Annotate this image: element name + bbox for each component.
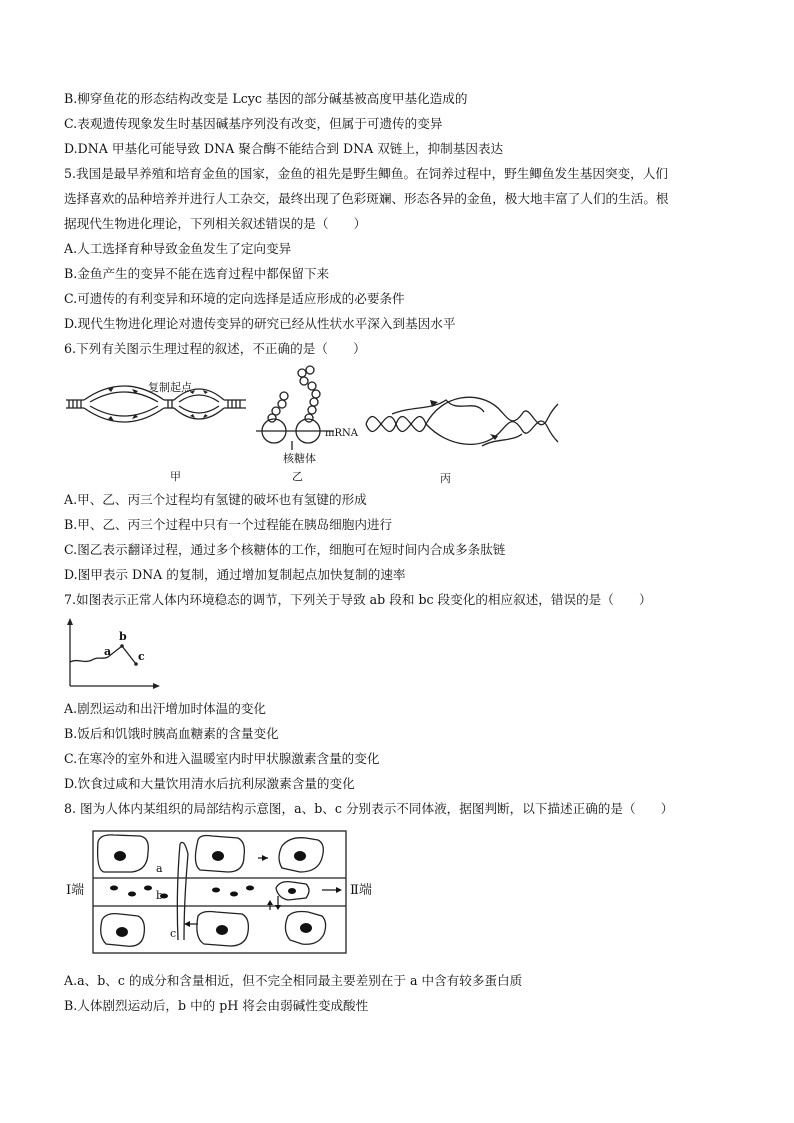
q5-stem-line-2: 选择喜欢的品种培养并进行人工杂交，最终出现了色彩斑斓、形态各异的金鱼，极大地丰富了人们的生活。根	[64, 191, 669, 206]
q7-option-d: D.饮食过咸和大量饮用清水后抗利尿激素含量的变化	[64, 776, 355, 791]
label-yi: 乙	[292, 470, 303, 483]
q7-option-a: A.剧烈运动和出汗增加时体温的变化	[64, 701, 267, 716]
q6-stem: 6.下列有关图示生理过程的叙述，不正确的是（ ）	[64, 341, 366, 356]
q5-option-a: A.人工选择育种导致金鱼发生了定向变异	[64, 241, 292, 256]
q4-option-d: D.DNA 甲基化可能导致 DNA 聚合酶不能结合到 DNA 双链上，抑制基因表达	[64, 141, 504, 156]
tissue-structure-diagram	[92, 830, 348, 955]
q5-stem-line-1: 5.我国是最早养殖和培育金鱼的国家，金鱼的祖先是野生鲫鱼。在饲养过程中，野生鲫鱼发生基因突变，人们	[64, 166, 668, 181]
label-replication-origin: 复制起点	[148, 381, 192, 394]
q7-stem: 7.如图表示正常人体内环境稳态的调节，下列关于导致 ab 段和 bc 段变化的相应叙述，错误的是（ ）	[64, 592, 652, 607]
q7-option-c: C.在寒冷的室外和进入温暖室内时甲状腺激素含量的变化	[64, 751, 380, 766]
q6-option-d: D.图甲表示 DNA 的复制，通过增加复制起点加快复制的速率	[64, 567, 406, 582]
q4-option-b: B.柳穿鱼花的形态结构改变是 Lcyc 基因的部分碱基被高度甲基化造成的	[64, 91, 468, 106]
label-fluid-c: c	[170, 927, 177, 940]
translation-diagram-yi	[256, 366, 356, 456]
q8-option-b: B.人体剧烈运动后，b 中的 pH 将会由弱碱性变成酸性	[64, 998, 369, 1013]
q6-option-c: C.图乙表示翻译过程，通过多个核糖体的工作，细胞可在短时间内合成多条肽链	[64, 542, 506, 557]
label-bing: 丙	[440, 472, 451, 485]
q8-stem: 8. 图为人体内某组织的局部结构示意图，a、b、c 分别表示不同体液，据图判断，以下描述正确的是（ ）	[64, 801, 674, 816]
q5-option-b: B.金鱼产生的变异不能在选育过程中都保留下来	[64, 266, 330, 281]
q4-option-c: C.表观遗传现象发生时基因碱基序列没有改变，但属于可遗传的变异	[64, 116, 443, 131]
label-point-b: b	[119, 630, 127, 643]
q6-option-a: A.甲、乙、丙三个过程均有氢键的破坏也有氢键的形成	[64, 492, 367, 507]
label-ribosome: 核糖体	[283, 452, 316, 465]
transcription-diagram-bing	[362, 384, 562, 464]
q7-option-b: B.饭后和饥饿时胰高血糖素的含量变化	[64, 726, 279, 741]
q8-option-a: A.a、b、c 的成分和含量相近，但不完全相同最主要差别在于 a 中含有较多蛋白质	[64, 973, 523, 988]
label-jia: 甲	[170, 470, 181, 483]
label-end-2: Ⅱ端	[350, 883, 372, 898]
homeostasis-curve	[64, 616, 164, 692]
q5-stem-line-3: 据现代生物进化理论，下列相关叙述错误的是（ ）	[64, 216, 367, 231]
q5-option-c: C.可遗传的有利变异和环境的定向选择是适应形成的必要条件	[64, 291, 405, 306]
label-point-a: a	[104, 645, 112, 658]
label-mrna: mRNA	[325, 428, 358, 439]
q6-option-b: B.甲、乙、丙三个过程中只有一个过程能在胰岛细胞内进行	[64, 517, 393, 532]
label-fluid-b: b	[156, 889, 164, 902]
label-end-1: Ⅰ端	[66, 883, 85, 898]
label-fluid-a: a	[156, 862, 163, 875]
label-point-c: c	[138, 650, 145, 663]
q5-option-d: D.现代生物进化理论对遗传变异的研究已经从性状水平深入到基因水平	[64, 316, 456, 331]
